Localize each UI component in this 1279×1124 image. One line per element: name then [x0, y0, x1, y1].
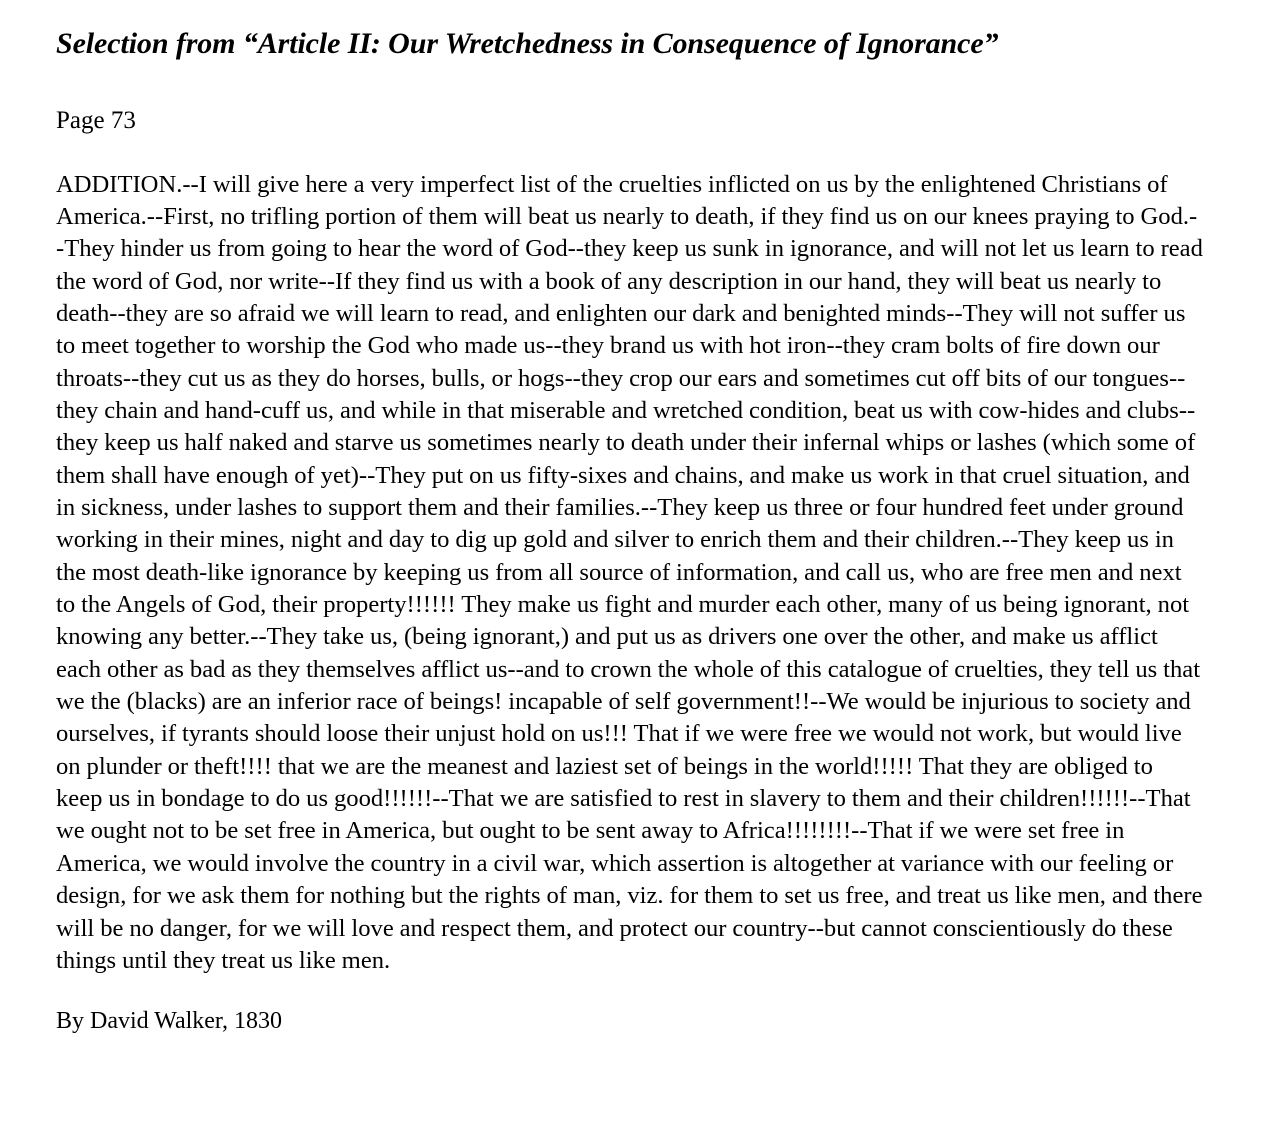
page-number-label: Page 73 [56, 106, 136, 134]
attribution-line: By David Walker, 1830 [56, 1008, 282, 1035]
page-title: Selection from “Article II: Our Wretchedness in Consequence of Ignorance” [56, 27, 999, 60]
document-body-paragraph: ADDITION.--I will give here a very imperfect list of the cruelties inflicted on us by the enlightened Christians of America.--First, no trifling portion of them will beat us nearly to death, if they find us on our knees praying to God.--They hinder us from going to hear the word of God--they keep us sunk in ignorance, and will not let us learn to read the word of God, nor write--If they find us with a book of any description in our hand, they will beat us nearly to death--they are so afraid we will learn to read, and enlighten our dark and benighted minds--They will not suffer us to meet together to worship the God who made us--they brand us with hot iron--they cram bolts of fire down our throats--they cut us as they do horses, bulls, or hogs--they crop our ears and sometimes cut off bits of our tongues--they chain and hand-cuff us, and while in that miserable and wretched condition, beat us with cow-hides and clubs--they keep us half naked and starve us sometimes nearly to death under their infernal whips or lashes (which some of them shall have enough of yet)--They put on us fifty-sixes and chains, and make us work in that cruel situation, and in sickness, under lashes to support them and their families.--They keep us three or four hundred feet under ground working in their mines, night and day to dig up gold and silver to enrich them and their children.--They keep us in the most death-like ignorance by keeping us from all source of information, and call us, who are free men and next to the Angels of God, their property!!!!!! They make us fight and murder each other, many of us being ignorant, not knowing any better.--They take us, (being ignorant,) and put us as drivers one over the other, and make us afflict each other as bad as they themselves afflict us--and to crown the whole of this catalogue of cruelties, they tell us that we the (blacks) are an inferior race of beings! incapable of self government!!--We would be injurious to society and ourselves, if tyrants should loose their unjust hold on us!!! That if we were free we would not work, but would live on plunder or theft!!!! that we are the meanest and laziest set of beings in the world!!!!! That they are obliged to keep us in bondage to do us good!!!!!!--That we are satisfied to rest in slavery to them and their children!!!!!!--That we ought not to be set free in America, but ought to be sent away to Africa!!!!!!!!--That if we were set free in America, we would involve the country in a civil war, which assertion is altogether at variance with our feeling or design, for we ask them for nothing but the rights of man, viz. for them to set us free, and treat us like men, and there will be no danger, for we will love and respect them, and protect our country--but cannot conscientiously do these things until they treat us like men. [56, 170, 1203, 974]
